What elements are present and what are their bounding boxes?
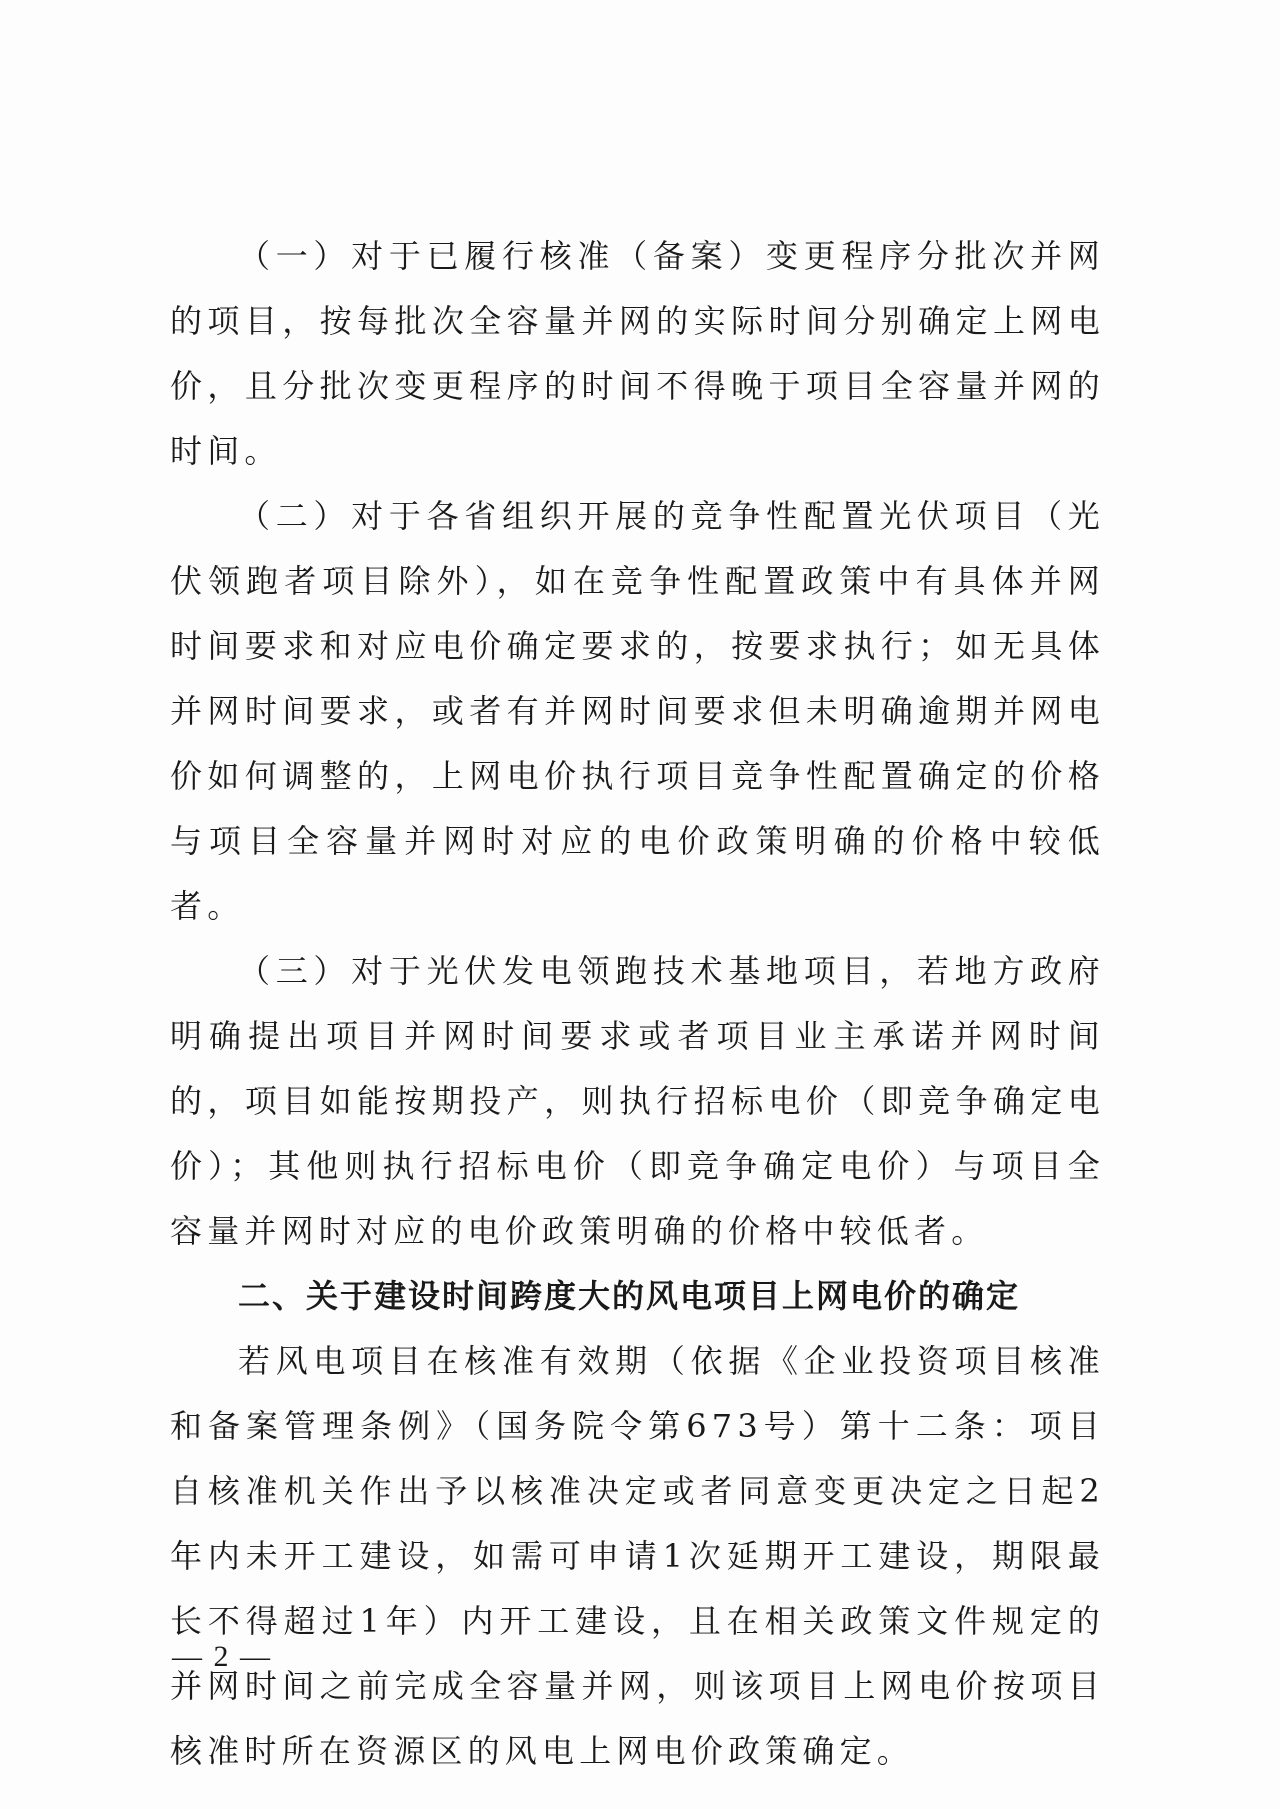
section-paragraph: 若风电项目在核准有效期（依据《企业投资项目核准和备案管理条例》（国务院令第673号）第十二条：项目自核准机关作出予以核准决定或者同意变更决定之日起2年内未开工建设，如需可申请1次延期开工建设，期限最长不得超过1年）内开工建设，且在相关政策文件规定的并网时间之前完成全容量并网，则该项目上网电价按项目核准时所在资源区的风电上网电价政策确定。 bbox=[170, 1342, 1105, 1770]
paragraph-item-2: （二）对于各省组织开展的竞争性配置光伏项目（光伏领跑者项目除外），如在竞争性配置政策中有具体并网时间要求和对应电价确定要求的，按要求执行；如无具体并网时间要求，或者有并网时间要求但未明确逾期并网电价如何调整的，上网电价执行项目竞争性配置确定的价格与项目全容量并网时对应的电价政策明确的价格中较低者。 bbox=[170, 497, 1105, 925]
section-heading: 二、关于建设时间跨度大的风电项目上网电价的确定 bbox=[238, 1277, 1021, 1315]
paragraph-item-3: （三）对于光伏发电领跑技术基地项目，若地方政府明确提出项目并网时间要求或者项目业主承诺并网时间的，项目如能按期投产，则执行招标电价（即竞争确定电价）；其他则执行招标电价（即竞争确定电价）与项目全容量并网时对应的电价政策明确的价格中较低者。 bbox=[170, 952, 1105, 1250]
paragraph-item-1: （一）对于已履行核准（备案）变更程序分批次并网的项目，按每批次全容量并网的实际时间分别确定上网电价，且分批次变更程序的时间不得晚于项目全容量并网的时间。 bbox=[170, 237, 1105, 470]
page-number: — 2 — bbox=[172, 1640, 272, 1673]
document-body bbox=[170, 224, 1105, 1784]
